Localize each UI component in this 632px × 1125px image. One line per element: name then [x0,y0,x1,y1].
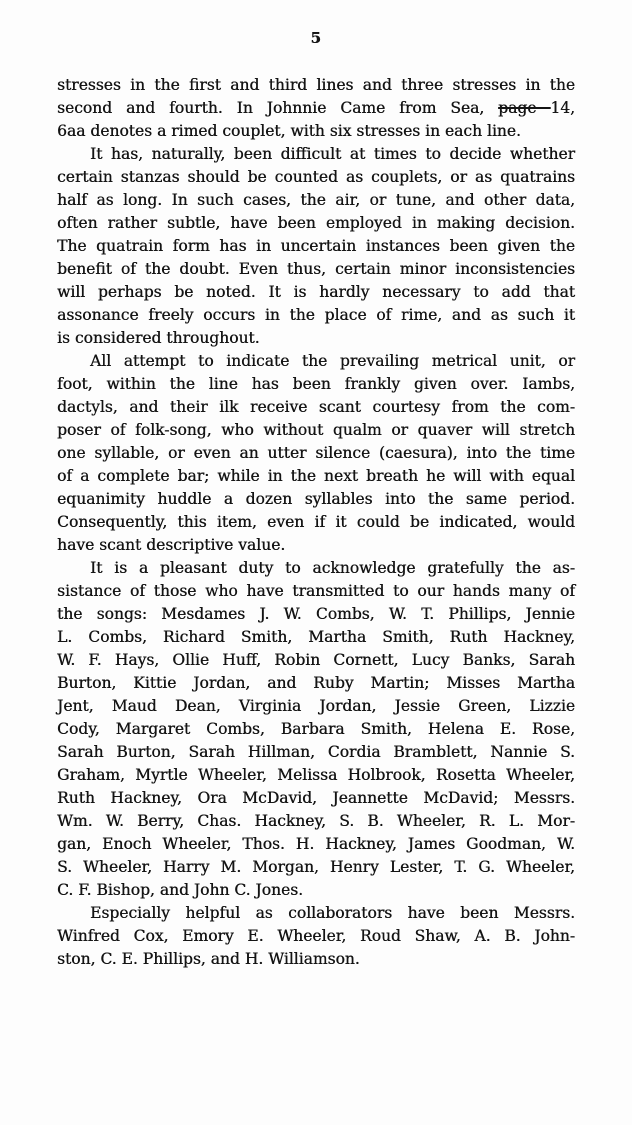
text-line: ston, C. E. Phillips, and H. Williamson. [57,950,360,968]
text-line [57,97,575,120]
text-line: have scant descriptive value. [57,536,286,554]
text-line: of a complete bar; while in the next breath he will with equal [57,467,575,485]
text-line: is considered throughout. [57,329,260,347]
text-line: L. Combs, Richard Smith, Martha Smith, Ruth Hackney, [57,628,575,646]
text-line: dactyls, and their ilk receive scant courtesy from the com- [57,398,575,416]
text-line: Burton, Kittie Jordan, and Ruby Martin; Misses Martha [57,674,575,692]
text-line: Especially helpful as collaborators have been Messrs. [90,904,575,922]
text-line: often rather subtle, have been employed in making decision. [57,214,575,232]
text-segment: 14, [550,99,575,117]
text-line: benefit of the doubt. Even thus, certain minor inconsistencies [57,260,575,278]
text-line: Winfred Cox, Emory E. Wheeler, Roud Shaw, A. B. John- [57,927,575,945]
text-line: Jent, Maud Dean, Virginia Jordan, Jessie Green, Lizzie [57,697,575,715]
text-segment: second and fourth. In Johnnie Came from Sea, [57,99,499,117]
text-line: gan, Enoch Wheeler, Thos. H. Hackney, James Goodman, W. [57,835,575,853]
text-line: Wm. W. Berry, Chas. Hackney, S. B. Wheeler, R. L. Mor- [57,812,575,830]
text-line: W. F. Hays, Ollie Huff, Robin Cornett, Lucy Banks, Sarah [57,651,575,669]
text-line: one syllable, or even an utter silence (caesura), into the time [57,444,575,462]
text-line: The quatrain form has in uncertain instances been given the [57,237,575,255]
text-line: sistance of those who have transmitted to our hands many of [57,582,575,600]
text-line: It is a pleasant duty to acknowledge gratefully the as- [90,559,575,577]
text-line: poser of folk-song, who without qualm or quaver will stretch [57,421,575,439]
text-line: C. F. Bishop, and John C. Jones. [57,881,304,899]
text-line: 6aa denotes a rimed couplet, with six stresses in each line. [57,122,521,140]
text-line: certain stanzas should be counted as couplets, or as quatrains [57,168,575,186]
text-line: will perhaps be noted. It is hardly necessary to add that [57,283,575,301]
text-line: Graham, Myrtle Wheeler, Melissa Holbrook, Rosetta Wheeler, [57,766,575,784]
text-line: Cody, Margaret Combs, Barbara Smith, Helena E. Rose, [57,720,575,738]
text-line: Sarah Burton, Sarah Hillman, Cordia Bramblett, Nannie S. [57,743,575,761]
text-line: foot, within the line has been frankly given over. Iambs, [57,375,575,393]
text-line: equanimity huddle a dozen syllables into the same period. [57,490,575,508]
text-line: assonance freely occurs in the place of rime, and as such it [57,306,575,324]
page-number: 5 [310,29,322,47]
text-line: S. Wheeler, Harry M. Morgan, Henry Lester, T. G. Wheeler, [57,858,575,876]
text-line: It has, naturally, been difficult at times to decide whether [90,145,575,163]
text-line: Ruth Hackney, Ora McDavid, Jeannette McDavid; Messrs. [57,789,575,807]
text-line: the songs: Mesdames J. W. Combs, W. T. Phillips, Jennie [57,605,575,623]
text-line: stresses in the first and third lines and three stresses in the [57,76,575,94]
text-block [57,74,575,971]
struck-word: page [498,99,551,117]
text-line: All attempt to indicate the prevailing metrical unit, or [90,352,575,370]
text-line: half as long. In such cases, the air, or tune, and other data, [57,191,575,209]
text-line: Consequently, this item, even if it could be indicated, would [57,513,575,531]
